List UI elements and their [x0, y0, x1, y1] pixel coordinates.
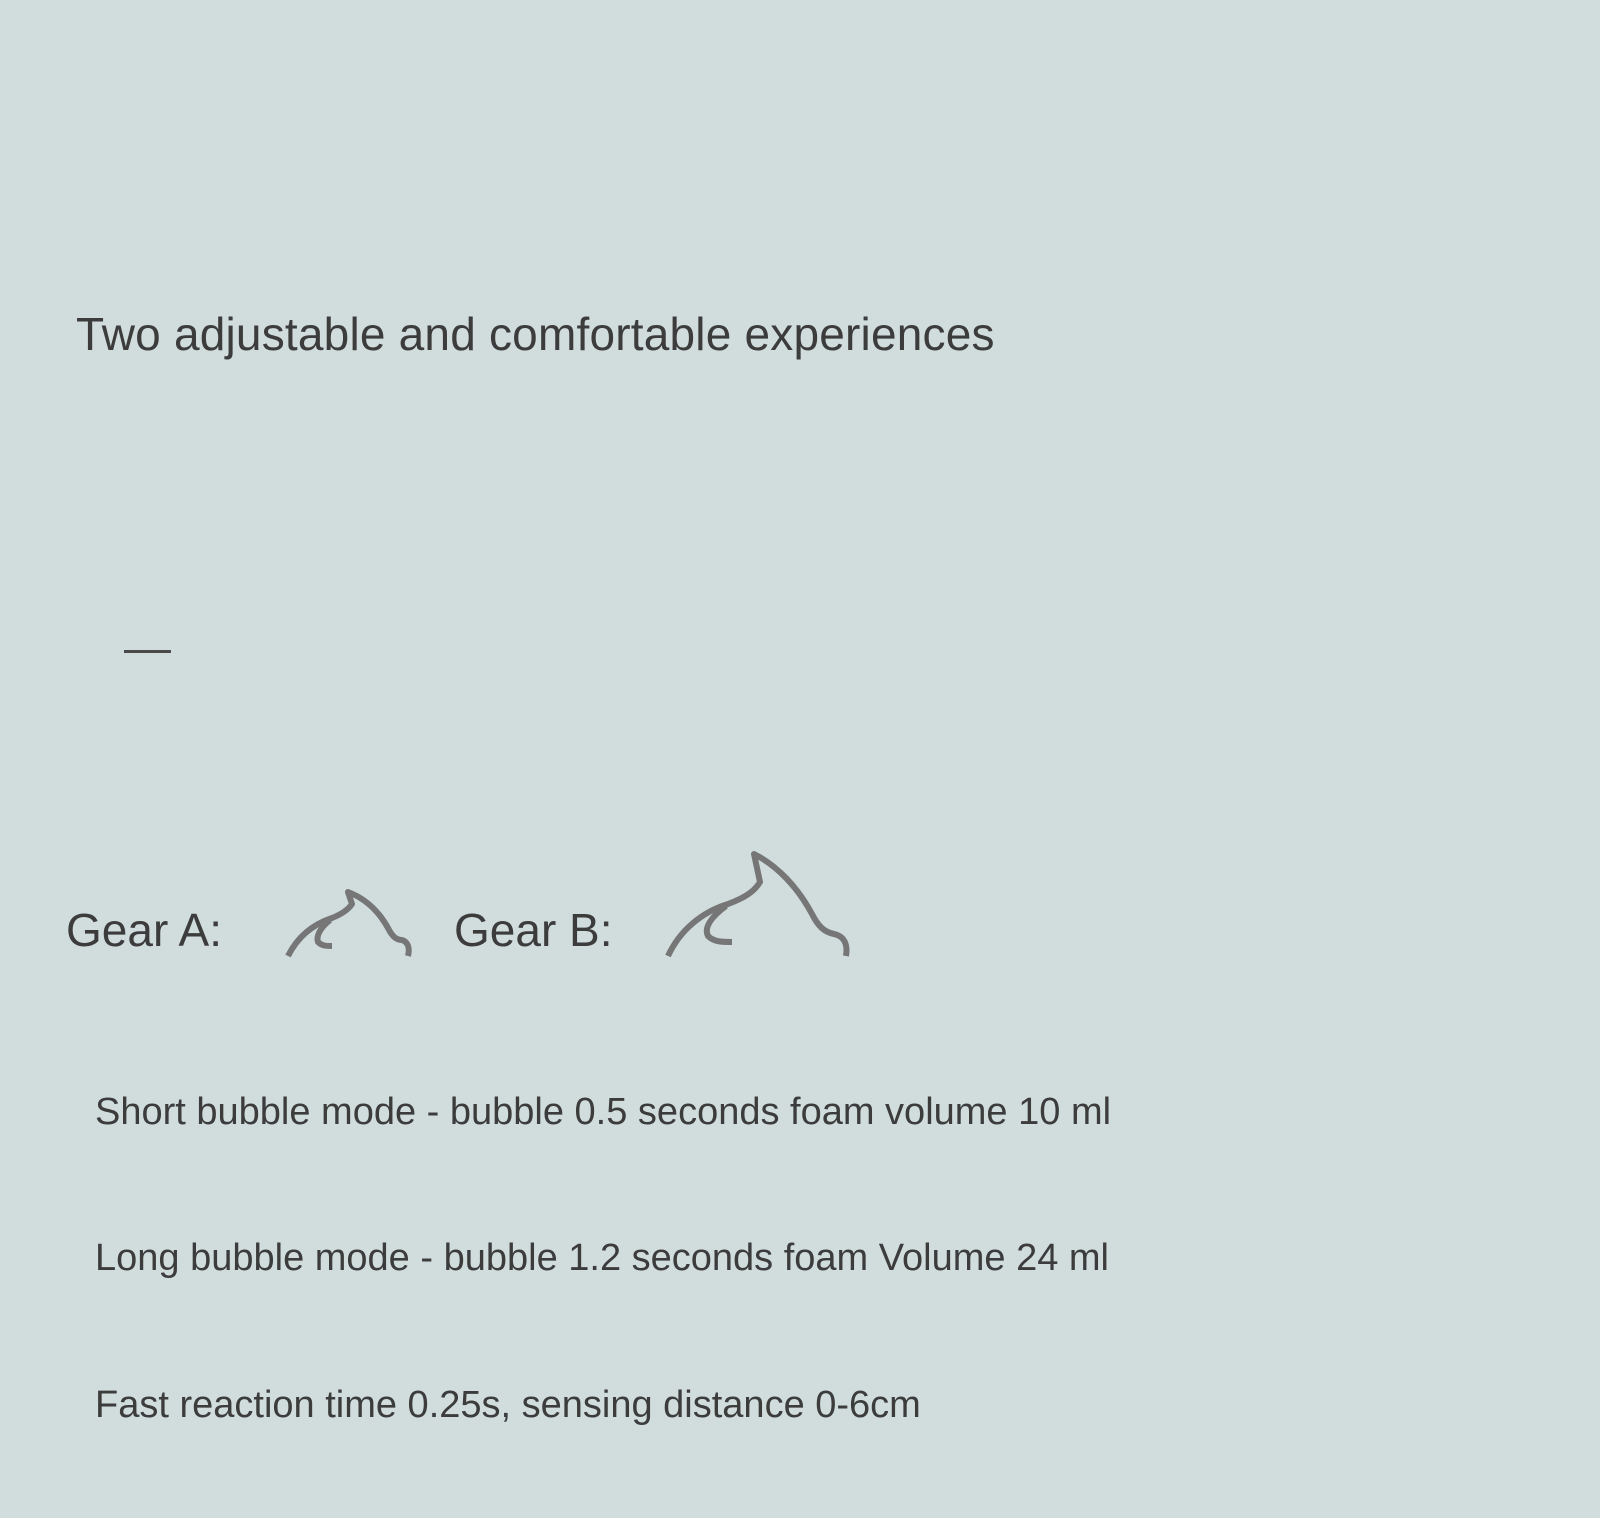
feature-short-bubble-mode: Short bubble mode - bubble 0.5 seconds foam volume 10 ml [95, 1091, 1112, 1133]
gear-a-label: Gear A: [66, 904, 222, 956]
feature-reaction-time: Fast reaction time 0.25s, sensing distance 0-6cm [95, 1384, 921, 1426]
gear-b-label: Gear B: [454, 904, 613, 956]
page-title: Two adjustable and comfortable experiences [76, 308, 995, 360]
feature-long-bubble-mode: Long bubble mode - bubble 1.2 seconds foam Volume 24 ml [95, 1237, 1109, 1279]
large-foam-icon [662, 848, 854, 958]
small-foam-icon [284, 884, 414, 958]
dash-divider [124, 650, 171, 653]
